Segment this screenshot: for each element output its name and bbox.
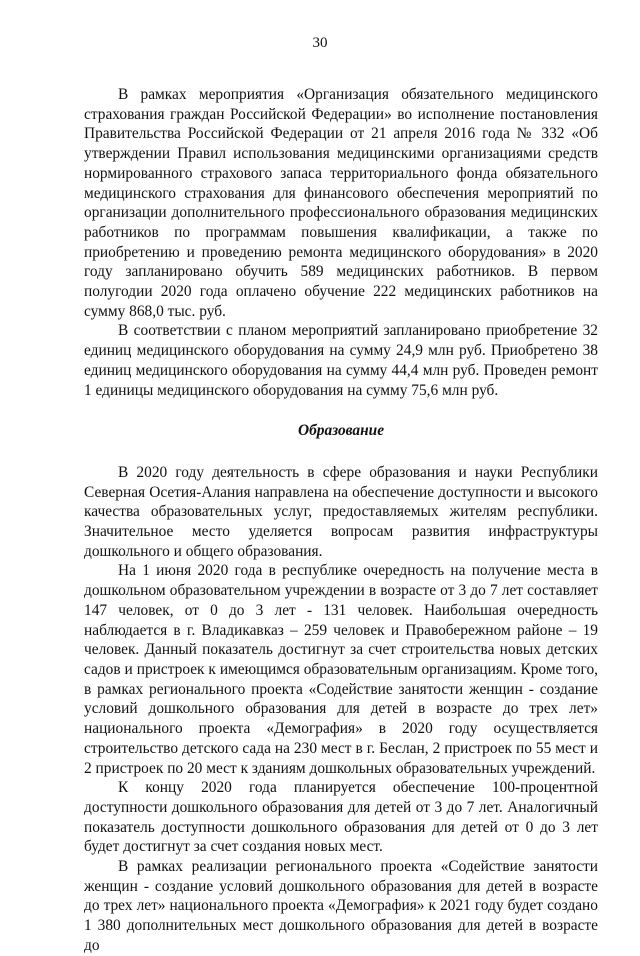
document-body	[84, 85, 598, 956]
paragraph-preschool-availability: К концу 2020 года планируется обеспечение 100-процентной доступности дошкольного образования для детей от 3 до 7 лет. Аналогичный показатель доступности дошкольного образования для детей от 0 до 3 лет будет достигнут за счет создания новых мест.	[84, 779, 598, 856]
paragraph-medical-equipment: В соответствии с планом мероприятий запланировано приобретение 32 единиц медицинского оборудования на сумму 24,9 млн руб. Приобретено 38 единиц медицинского оборудования на сумму 44,4 млн руб. Проведен ремонт 1 единицы медицинского оборудования на сумму 75,6 млн руб.	[84, 322, 598, 399]
paragraph-preschool-queue: На 1 июня 2020 года в республике очередность на получение места в дошкольном образовательном учреждении в возрасте от 3 до 7 лет составляет 147 человек, от 0 до 3 лет - 131 человек. Наибольшая очередность наблюдается в г. Владикавказ – 259 человек и Правобережном районе – 19 человек. Данный показатель достигнут за счет строительства новых детских садов и пристроек к имеющимся образовательным организациям. Кроме того, в рамках регионального проекта «Содействие занятости женщин - создание условий дошкольного образования для детей в возрасте до трех лет» национального проекта «Демография» в 2020 году осуществляется строительство детского сада на 230 мест в г. Беслан, 2 пристроек по 55 мест и 2 пристроек по 20 мест к зданиям дошкольных образовательных учреждений.	[84, 562, 598, 777]
paragraph-education-overview: В 2020 году деятельность в сфере образования и науки Республики Северная Осетия-Алания направлена на обеспечение доступности и высокого качества образовательных услуг, предоставляемых жителям республики. Значительное место уделяется вопросам развития инфраструктуры дошкольного и общего образования.	[84, 463, 598, 560]
paragraph-additional-places-2021: В рамках реализации регионального проекта «Содействие занятости женщин - создание условий дошкольного образования для детей в возрасте до трех лет» национального проекта «Демография» к 2021 году будет создано 1 380 дополнительных мест дошкольного образования для детей в возрасте до	[84, 858, 598, 954]
paragraph-medical-insurance-training: В рамках мероприятия «Организация обязательного медицинского страхования граждан Российской Федерации» во исполнение постановления Правительства Российской Федерации от 21 апреля 2016 года № 332 «Об утверждении Правил использования медицинскими организациями средств нормированного страхового запаса территориального фонда обязательного медицинского страхования для финансового обеспечения мероприятий по организации дополнительного профессионального образования медицинских работников по программам повышения квалификации, а также по приобретению и проведению ремонта медицинского оборудования» в 2020 году запланировано обучить 589 медицинских работников. В первом полугодии 2020 года оплачено обучение 222 медицинских работников на сумму 868,0 тыс. руб.	[84, 86, 598, 320]
section-heading-education: Образование	[297, 422, 385, 440]
page-number: 30	[312, 35, 328, 51]
